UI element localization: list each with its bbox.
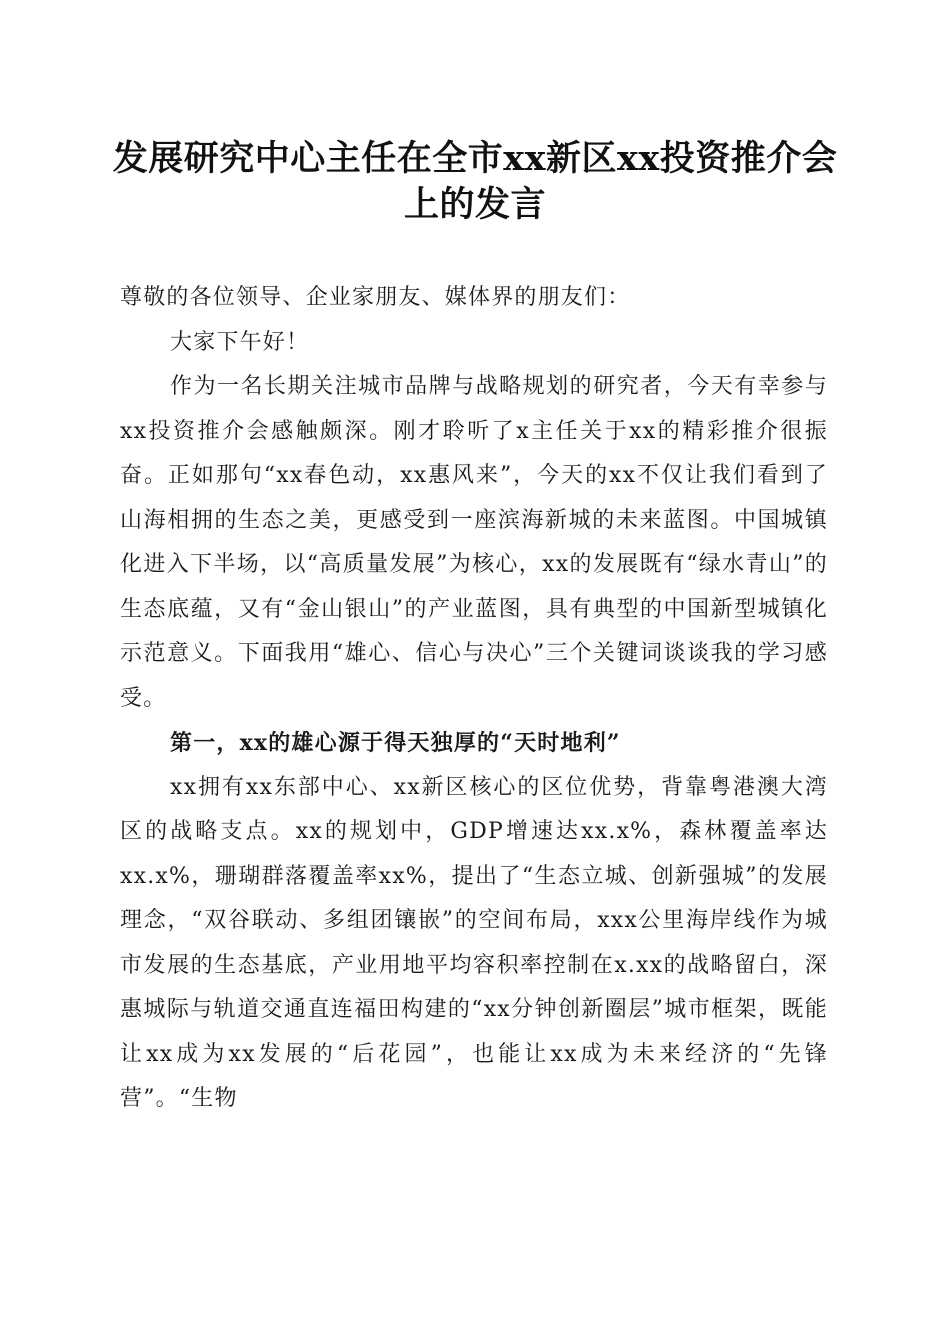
intro-paragraph: 作为一名长期关注城市品牌与战略规划的研究者，今天有幸参与xx投资推介会感触颇深。刚才聆听了x主任关于xx的精彩推介很振奋。正如那句“xx春色动，xx惠风来”，今天的xx不仅让我们看到了山海相拥的生态之美，更感受到一座滨海新城的未来蓝图。中国城镇化进入下半场，以“高质量发展”为核心，xx的发展既有“绿水青山”的生态底蕴，又有“金山银山”的产业蓝图，具有典型的中国新型城镇化示范意义。下面我用“雄心、信心与决心”三个关键词谈谈我的学习感受。 — [120, 374, 828, 711]
section-heading: 第一，xx的雄心源于得天独厚的“天时地利” — [170, 730, 621, 756]
salutation: 尊敬的各位领导、企业家朋友、媒体界的朋友们： — [120, 285, 631, 310]
greeting: 大家下午好！ — [170, 329, 310, 355]
document-title: 发展研究中心主任在全市xx新区xx投资推介会上的发言 — [112, 138, 838, 225]
section-paragraph: xx拥有xx东部中心、xx新区核心的区位优势，背靠粤港澳大湾区的战略支点。xx的规划中，GDP增速达xx.x%，森林覆盖率达xx.x%，珊瑚群落覆盖率xx%，提出了“生态立城、创新强城”的发展理念，“双谷联动、多组团镶嵌”的空间布局，xxx公里海岸线作为城市发展的生态基底，产业用地平均容积率控制在x.xx的战略留白，深惠城际与轨道交通直连福田构建的“xx分钟创新圈层”城市框架，既能让xx成为xx发展的“后花园”，也能让xx成为未来经济的“先锋营”。“生物 — [120, 774, 828, 1111]
document-body — [120, 276, 828, 1122]
